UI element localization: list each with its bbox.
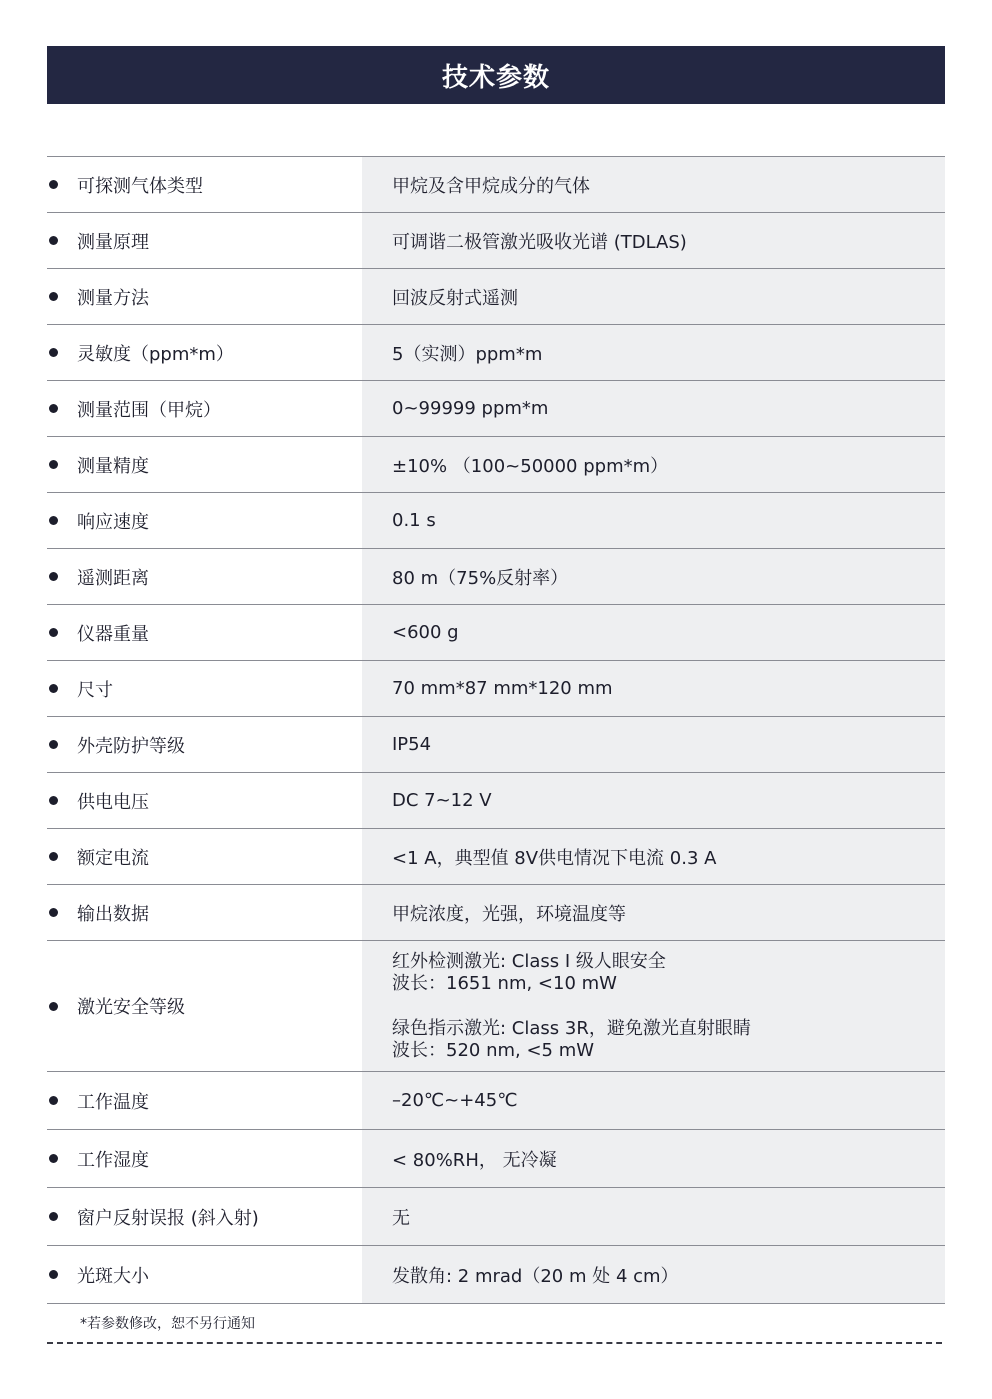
spec-row-operating-humidity [47,1130,945,1188]
spec-label-cell [47,549,362,604]
spec-label-cell [47,1072,362,1129]
spec-value-cell [362,269,945,324]
spec-label-cell [47,493,362,548]
bullet-icon [49,292,58,301]
spec-value-cell [362,885,945,940]
spec-label-cell [47,157,362,212]
spec-value-cell [362,381,945,436]
spec-value-cell [362,1072,945,1129]
spec-row-gas-type [47,157,945,213]
spec-label-cell [47,941,362,1071]
spec-label: 额定电流 [77,847,149,869]
spec-row-range [47,381,945,437]
spec-row-accuracy [47,437,945,493]
spec-label-cell [47,213,362,268]
spec-label: 工作温度 [77,1091,149,1113]
spec-label-cell [47,773,362,828]
spec-value-cell [362,773,945,828]
spec-value-cell [362,1130,945,1187]
spec-value: 发散角: 2 mrad（20 m 处 4 cm） [392,1265,679,1287]
spec-row-laser-safety [47,941,945,1072]
spec-label: 输出数据 [77,903,149,925]
spec-label: 遥测距离 [77,567,149,589]
bullet-icon [49,404,58,413]
bullet-icon [49,740,58,749]
spec-value: 甲烷及含甲烷成分的气体 [392,175,590,197]
spec-row-distance [47,549,945,605]
spec-label-cell [47,269,362,324]
spec-value-cell [362,157,945,212]
spec-value-cell [362,941,945,1071]
spec-value-cell [362,605,945,660]
spec-label-cell [47,717,362,772]
spec-value: 无 [392,1207,410,1229]
bullet-icon [49,236,58,245]
spec-value-cell [362,437,945,492]
bullet-icon [49,348,58,357]
spec-label: 灵敏度（ppm*m） [77,343,234,365]
bullet-icon [49,1212,58,1221]
bullet-icon [49,1002,58,1011]
bullet-icon [49,1096,58,1105]
spec-label: 仪器重量 [77,623,149,645]
spec-label: 响应速度 [77,511,149,533]
spec-row-response [47,493,945,549]
bullet-icon [49,684,58,693]
spec-row-output [47,885,945,941]
footnote: *若参数修改，恕不另行通知 [80,1316,255,1332]
spec-value-cell [362,1188,945,1245]
bullet-icon [49,1154,58,1163]
spec-value: ±10% （100~50000 ppm*m） [392,455,669,477]
dashed-divider [47,1342,942,1344]
spec-label-cell [47,605,362,660]
spec-value-line: 波长：520 nm, <5 mW [392,1039,595,1061]
spec-value-line: 红外检测激光: Class I 级人眼安全 [392,950,666,972]
spec-label: 光斑大小 [77,1265,149,1287]
bullet-icon [49,180,58,189]
spec-row-spot-size [47,1246,945,1304]
spec-value: DC 7~12 V [392,790,492,811]
spec-value: 甲烷浓度，光强，环境温度等 [392,903,626,925]
spec-label-cell [47,437,362,492]
bullet-icon [49,572,58,581]
spec-value: 0.1 s [392,510,436,531]
spec-value: 5（实测）ppm*m [392,343,543,365]
spec-label: 工作湿度 [77,1149,149,1171]
spec-label: 测量方法 [77,287,149,309]
spec-value-multiline [392,951,751,1062]
spec-value-line: 波长：1651 nm, <10 mW [392,972,617,994]
spec-row-current [47,829,945,885]
spec-value: 回波反射式遥测 [392,287,518,309]
spec-label: 可探测气体类型 [77,175,203,197]
page-title: 技术参数 [441,62,550,93]
bullet-icon [49,796,58,805]
spec-value: <1 A，典型值 8V供电情况下电流 0.3 A [392,847,717,869]
spec-label: 测量范围（甲烷） [77,399,221,421]
spec-value: 可调谐二极管激光吸收光谱 (TDLAS) [392,231,687,253]
spec-row-size [47,661,945,717]
spec-table [47,156,945,1304]
spec-value-line: 绿色指示激光: Class 3R，避免激光直射眼睛 [392,1017,751,1039]
spec-row-voltage [47,773,945,829]
spec-label: 外壳防护等级 [77,735,185,757]
spec-row-window-reflection [47,1188,945,1246]
spec-row-operating-temp [47,1072,945,1130]
spec-row-method [47,269,945,325]
spec-value-cell [362,717,945,772]
spec-row-sensitivity [47,325,945,381]
spec-value-cell [362,661,945,716]
spec-label-cell [47,885,362,940]
spec-row-principle [47,213,945,269]
spec-label-cell [47,661,362,716]
spec-row-protection [47,717,945,773]
bullet-icon [49,460,58,469]
spec-value: 70 mm*87 mm*120 mm [392,678,613,699]
spec-value: <600 g [392,622,459,643]
spec-value-cell [362,325,945,380]
spec-label-cell [47,1130,362,1187]
spec-label: 测量原理 [77,231,149,253]
spec-value-cell [362,213,945,268]
spec-value-cell [362,493,945,548]
spec-label-cell [47,1246,362,1303]
bullet-icon [49,908,58,917]
spec-value: IP54 [392,734,432,755]
bullet-icon [49,1270,58,1279]
spec-value: –20℃~+45℃ [392,1090,518,1111]
spec-label-cell [47,1188,362,1245]
bullet-icon [49,852,58,861]
spec-value-cell [362,1246,945,1303]
spec-label-cell [47,325,362,380]
spec-label-cell [47,381,362,436]
spec-label: 尺寸 [77,679,113,701]
spec-value: 80 m（75%反射率） [392,567,569,589]
spec-label: 供电电压 [77,791,149,813]
spec-label: 测量精度 [77,455,149,477]
spec-label-cell [47,829,362,884]
spec-value-cell [362,829,945,884]
spec-header-bar [47,46,945,104]
spec-value: < 80%RH， 无冷凝 [392,1149,557,1171]
spec-value-cell [362,549,945,604]
spec-value: 0~99999 ppm*m [392,398,549,419]
spec-row-weight [47,605,945,661]
bullet-icon [49,516,58,525]
bullet-icon [49,628,58,637]
spec-label: 激光安全等级 [77,997,185,1018]
spec-label: 窗户反射误报 (斜入射) [77,1207,259,1229]
